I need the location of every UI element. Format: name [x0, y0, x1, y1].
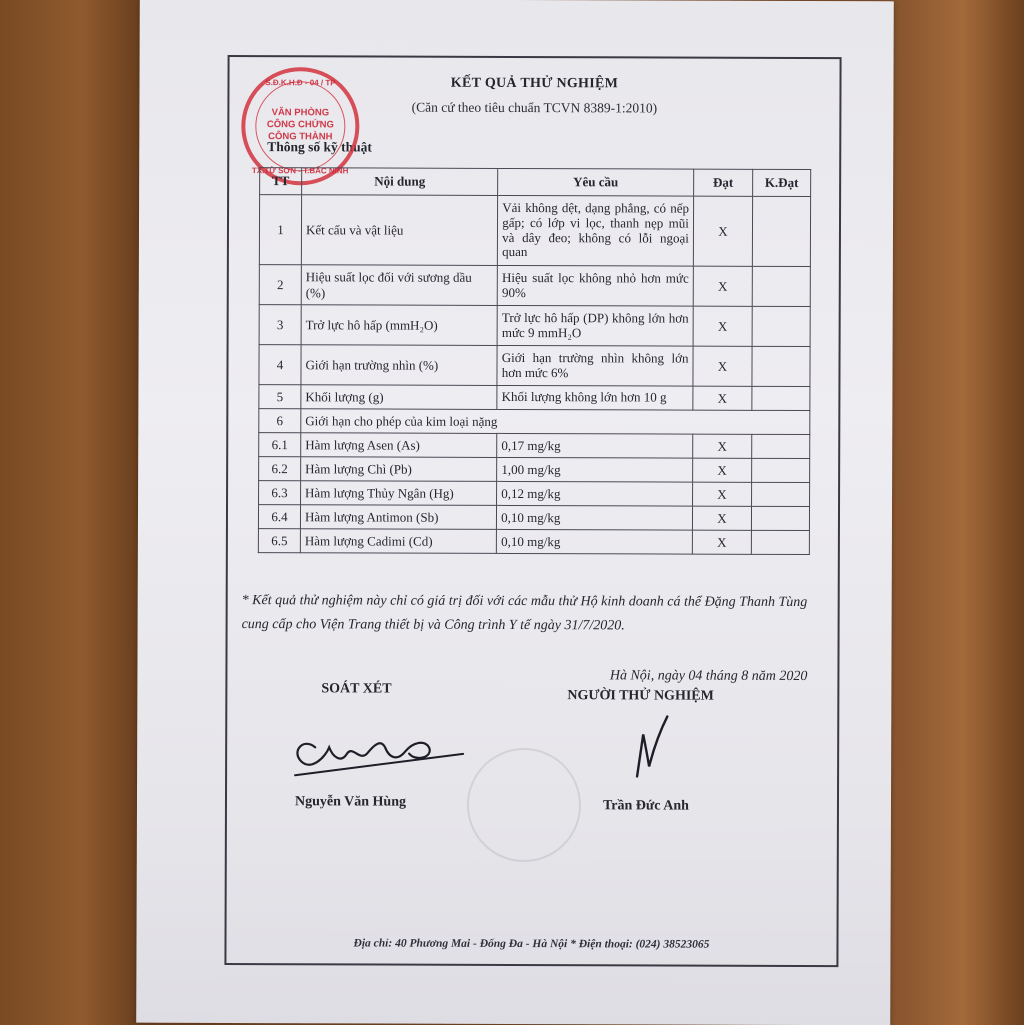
- cell-tt: 6.4: [258, 505, 300, 529]
- cell-yeu-cau: 0,17 mg/kg: [497, 433, 693, 458]
- faint-seal-impression: [467, 748, 581, 862]
- cell-tt: 1: [259, 195, 301, 265]
- cell-tt: 3: [259, 305, 301, 345]
- cell-dat: X: [693, 434, 752, 458]
- stamp-top-text: S.Đ.K.H.Đ - 04 / TP: [265, 78, 336, 88]
- table-header-row: [260, 168, 811, 197]
- cell-yeu-cau: Giới hạn trường nhìn không lớn hơn mức 6%: [497, 345, 693, 386]
- header-noi-dung: Nội dung: [302, 168, 498, 196]
- table-row: [259, 457, 810, 483]
- header-tt: TT: [260, 168, 302, 195]
- cell-noi-dung: Trở lực hô hấp (mmH₂O): [301, 305, 497, 346]
- cell-yeu-cau: 0,12 mg/kg: [497, 481, 693, 506]
- cell-tt: 6.1: [259, 433, 301, 457]
- reviewer-label: SOÁT XÉT: [321, 681, 392, 697]
- cell-noi-dung: Giới hạn cho phép của kim loại nặng: [301, 409, 810, 435]
- cell-k-dat: [752, 458, 810, 482]
- header-dat: Đạt: [694, 169, 753, 196]
- cell-yeu-cau: Vải không dệt, dạng phẳng, có nếp gấp; có lớp vi lọc, thanh nẹp mũi và dây đeo; không có lỗi ngoại quan: [498, 195, 694, 266]
- cell-dat: X: [692, 482, 751, 506]
- document-frame: [224, 55, 841, 967]
- cell-dat: X: [693, 346, 752, 386]
- cell-k-dat: [752, 386, 810, 410]
- cell-noi-dung: Hiệu suất lọc đối với sương dầu (%): [301, 265, 497, 306]
- cell-k-dat: [752, 482, 810, 506]
- signing-date: Hà Nội, ngày 04 tháng 8 năm 2020: [609, 668, 808, 685]
- cell-dat: X: [692, 530, 751, 554]
- cell-dat: X: [693, 386, 752, 410]
- cell-noi-dung: Hàm lượng Cadimi (Cd): [300, 529, 496, 554]
- table-row: [258, 529, 809, 555]
- table-row: [259, 195, 810, 267]
- document-title: KẾT QUẢ THỬ NGHIỆM: [450, 75, 619, 92]
- cell-yeu-cau: Khối lượng không lớn hơn 10 g: [497, 385, 693, 410]
- cell-dat: X: [693, 266, 752, 306]
- tester-name: Trần Đức Anh: [602, 798, 689, 814]
- header-k-dat: K.Đạt: [753, 169, 811, 196]
- document-subtitle: (Căn cứ theo tiêu chuẩn TCVN 8389-1:2010): [411, 99, 658, 116]
- cell-tt: 6.3: [259, 481, 301, 505]
- cell-k-dat: [752, 266, 810, 306]
- cell-tt: 6.2: [259, 457, 301, 481]
- section-heading: Thông số kỹ thuật: [267, 139, 372, 155]
- document-paper: [136, 0, 894, 1025]
- cell-tt: 5: [259, 385, 301, 409]
- cell-noi-dung: Hàm lượng Antimon (Sb): [300, 505, 496, 530]
- stamp-line-1: VĂN PHÒNG: [271, 107, 330, 119]
- cell-noi-dung: Hàm lượng Chì (Pb): [301, 457, 497, 482]
- cell-tt: 2: [259, 265, 301, 305]
- tester-signature: [619, 710, 679, 782]
- cell-tt: 6: [259, 409, 301, 433]
- cell-noi-dung: Hàm lượng Asen (As): [301, 433, 497, 458]
- stamp-line-2: CÔNG CHỨNG: [266, 119, 334, 131]
- cell-k-dat: [752, 306, 810, 346]
- header-yeu-cau: Yêu cầu: [498, 168, 694, 196]
- cell-noi-dung: Khối lượng (g): [301, 385, 497, 410]
- cell-tt: 6.5: [258, 529, 300, 553]
- cell-yeu-cau: 0,10 mg/kg: [497, 505, 693, 530]
- cell-k-dat: [752, 434, 810, 458]
- table-row: [259, 481, 810, 507]
- table-row: [258, 505, 809, 531]
- cell-yeu-cau: 0,10 mg/kg: [497, 529, 693, 554]
- table-row: [259, 409, 810, 435]
- reviewer-signature: [285, 717, 475, 788]
- cell-dat: X: [693, 458, 752, 482]
- results-table: [258, 167, 811, 555]
- cell-tt: 4: [259, 345, 301, 385]
- tester-label: NGƯỜI THỬ NGHIỆM: [567, 688, 714, 704]
- cell-noi-dung: Giới hạn trường nhìn (%): [301, 345, 497, 386]
- cell-k-dat: [751, 530, 809, 554]
- stamp-line-3: CÔNG THÀNH: [268, 131, 333, 143]
- table-row: [259, 385, 810, 411]
- test-result-note: * Kết quả thử nghiệm này chỉ có giá trị đối với các mẫu thử Hộ kinh doanh cá thể Đặng Thanh Tùng cung cấp cho Viện Trang thiết bị và Công trình Y tế ngày 31/7/2020.: [241, 593, 808, 634]
- cell-dat: X: [692, 506, 751, 530]
- cell-k-dat: [752, 346, 810, 386]
- cell-yeu-cau: 1,00 mg/kg: [497, 457, 693, 482]
- table-row: [259, 305, 810, 347]
- cell-noi-dung: Kết cấu và vật liệu: [301, 195, 497, 266]
- stamp-bottom-text: TX.TỪ SƠN - T.BẮC NINH: [251, 166, 349, 176]
- cell-yeu-cau: Hiệu suất lọc không nhỏ hơn mức 90%: [497, 265, 693, 306]
- cell-k-dat: [752, 196, 810, 266]
- cell-yeu-cau: Trở lực hô hấp (DP) không lớn hơn mức 9 mmH₂O: [497, 305, 693, 346]
- cell-dat: X: [693, 306, 752, 346]
- table-row: [259, 345, 810, 387]
- table-row: [259, 265, 810, 307]
- cell-noi-dung: Hàm lượng Thủy Ngân (Hg): [301, 481, 497, 506]
- reviewer-name: Nguyễn Văn Hùng: [294, 794, 407, 810]
- cell-k-dat: [751, 506, 809, 530]
- table-row: [259, 433, 810, 459]
- footer-contact: Địa chỉ: 40 Phương Mai - Đống Đa - Hà Nội * Điện thoại: (024) 38523065: [353, 937, 710, 951]
- cell-dat: X: [693, 196, 752, 266]
